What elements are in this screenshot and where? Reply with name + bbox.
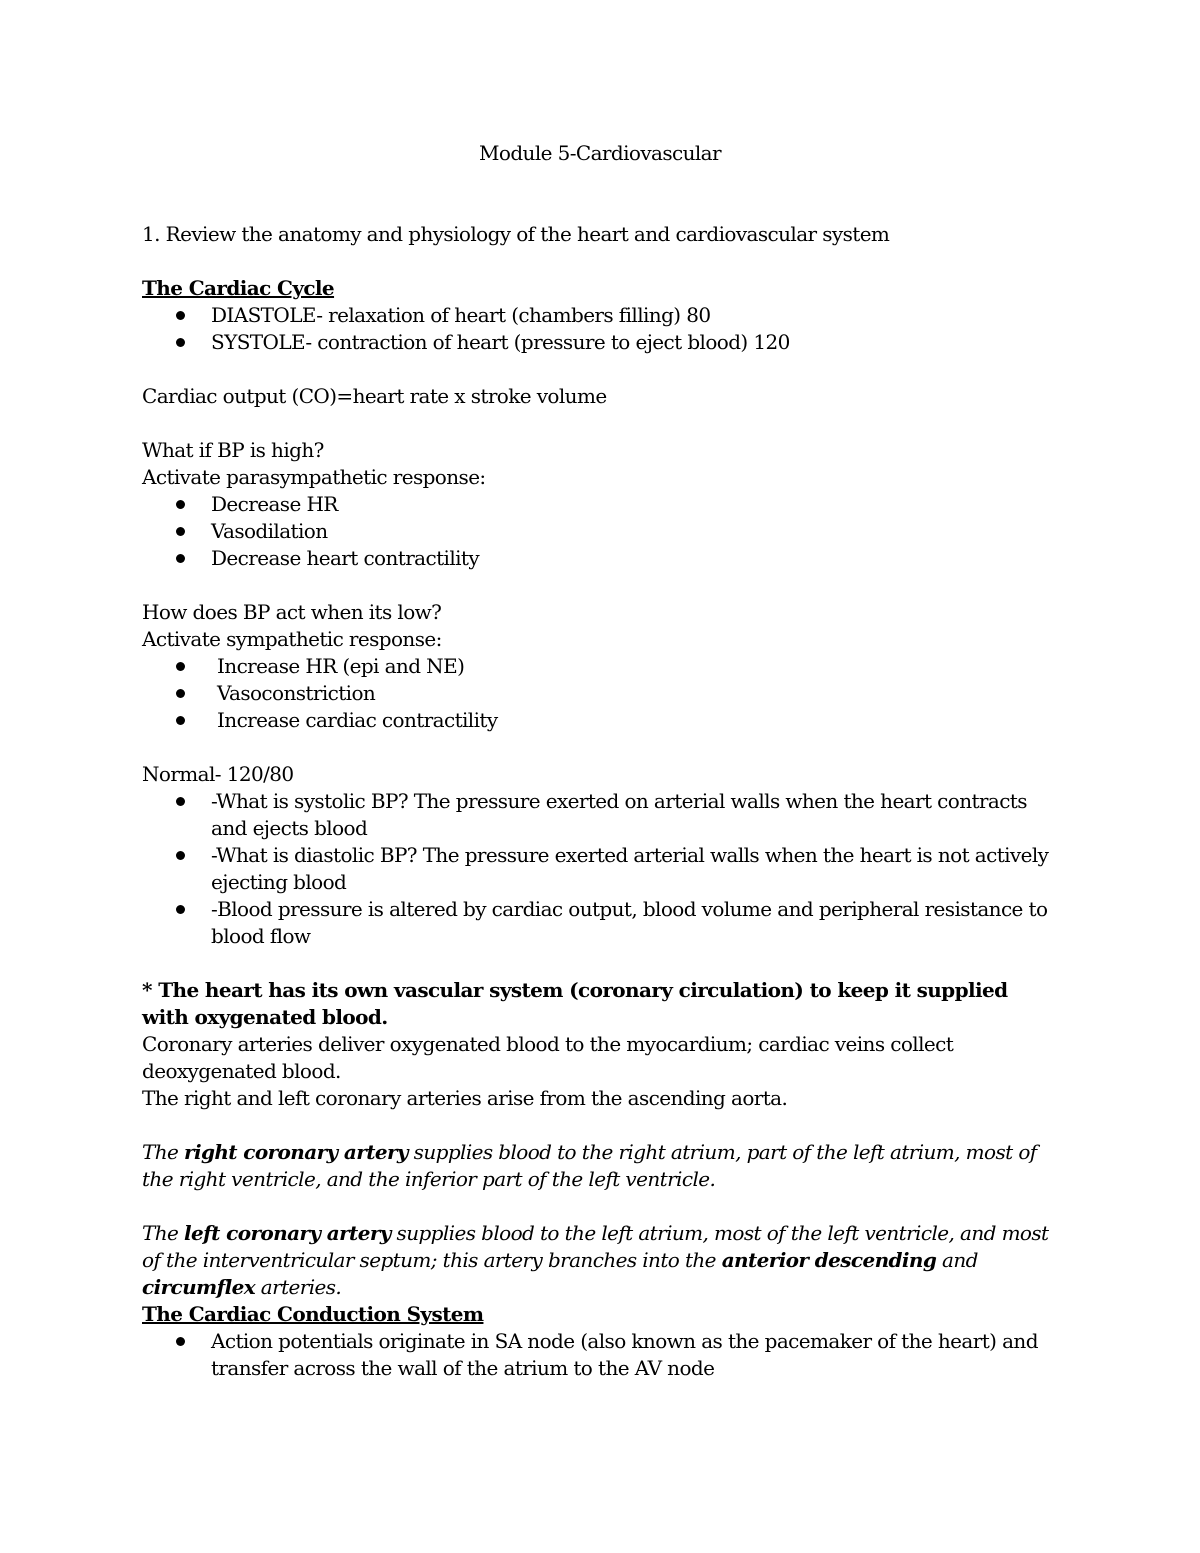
bp-high-question: What if BP is high?	[142, 438, 324, 462]
list-item: Decrease heart contractility	[142, 545, 1058, 572]
list-item: -What is systolic BP? The pressure exerted on arterial walls when the heart contracts and ejects blood	[142, 788, 1058, 842]
page-title: Module 5-Cardiovascular	[479, 141, 721, 165]
coronary-line-2: The right and left coronary arteries arise from the ascending aorta.	[142, 1086, 788, 1110]
bullet-icon	[176, 311, 185, 320]
normal-bp-label: Normal- 120/80	[142, 762, 294, 786]
objective-item-1: 1. Review the anatomy and physiology of the heart and cardiovascular system	[142, 222, 890, 246]
bp-low-list	[142, 653, 1058, 734]
bp-high-lead: Activate parasympathetic response:	[142, 465, 486, 489]
list-item: Action potentials originate in SA node (also known as the pacemaker of the heart) and transfer across the wall of the atrium to the AV node	[142, 1328, 1058, 1382]
list-item: -What is diastolic BP? The pressure exerted arterial walls when the heart is not actively ejecting blood	[142, 842, 1058, 896]
list-item: Decrease HR	[142, 491, 1058, 518]
bullet-icon	[176, 554, 185, 563]
cardiac-cycle-list	[142, 302, 1058, 356]
circumflex-term: circumflex	[142, 1275, 256, 1299]
cardiac-cycle-heading: The Cardiac Cycle	[142, 276, 335, 300]
list-item: -Blood pressure is altered by cardiac output, blood volume and peripheral resistance to blood flow	[142, 896, 1058, 950]
bp-low-lead: Activate sympathetic response:	[142, 627, 442, 651]
bullet-icon	[176, 851, 185, 860]
normal-bp-list	[142, 788, 1058, 950]
bp-high-list	[142, 491, 1058, 572]
bullet-icon	[176, 500, 185, 509]
bullet-icon	[176, 527, 185, 536]
bp-low-question: How does BP act when its low?	[142, 600, 442, 624]
anterior-descending-term: anterior descending	[721, 1248, 937, 1272]
bullet-icon	[176, 1337, 185, 1346]
list-item: Vasoconstriction	[142, 680, 1058, 707]
bullet-icon	[176, 905, 185, 914]
list-item: Vasodilation	[142, 518, 1058, 545]
list-item: DIASTOLE- relaxation of heart (chambers filling) 80	[142, 302, 1058, 329]
conduction-list	[142, 1328, 1058, 1382]
cardiac-output-formula: Cardiac output (CO)=heart rate x stroke volume	[142, 384, 607, 408]
bullet-icon	[176, 338, 185, 347]
left-coronary-paragraph: The left coronary artery supplies blood to the left atrium, most of the left ventricle, and most of the interventricular septum; this artery branches into the anterior descending and circumflex arteries.	[142, 1221, 1049, 1299]
bullet-icon	[176, 662, 185, 671]
right-coronary-paragraph: The right coronary artery supplies blood to the right atrium, part of the left atrium, most of the right ventricle, and the inferior part of the left ventricle.	[142, 1140, 1037, 1191]
bullet-icon	[176, 716, 185, 725]
coronary-line-1: Coronary arteries deliver oxygenated blood to the myocardium; cardiac veins collect deoxygenated blood.	[142, 1032, 954, 1083]
list-item: Increase HR (epi and NE)	[142, 653, 1058, 680]
coronary-note: * The heart has its own vascular system (coronary circulation) to keep it supplied with oxygenated blood.	[142, 978, 1008, 1029]
bullet-icon	[176, 797, 185, 806]
list-item: SYSTOLE- contraction of heart (pressure to eject blood) 120	[142, 329, 1058, 356]
list-item: Increase cardiac contractility	[142, 707, 1058, 734]
bullet-icon	[176, 689, 185, 698]
left-coronary-term: left coronary artery	[184, 1221, 391, 1245]
conduction-heading: The Cardiac Conduction System	[142, 1302, 484, 1326]
right-coronary-term: right coronary artery	[184, 1140, 408, 1164]
